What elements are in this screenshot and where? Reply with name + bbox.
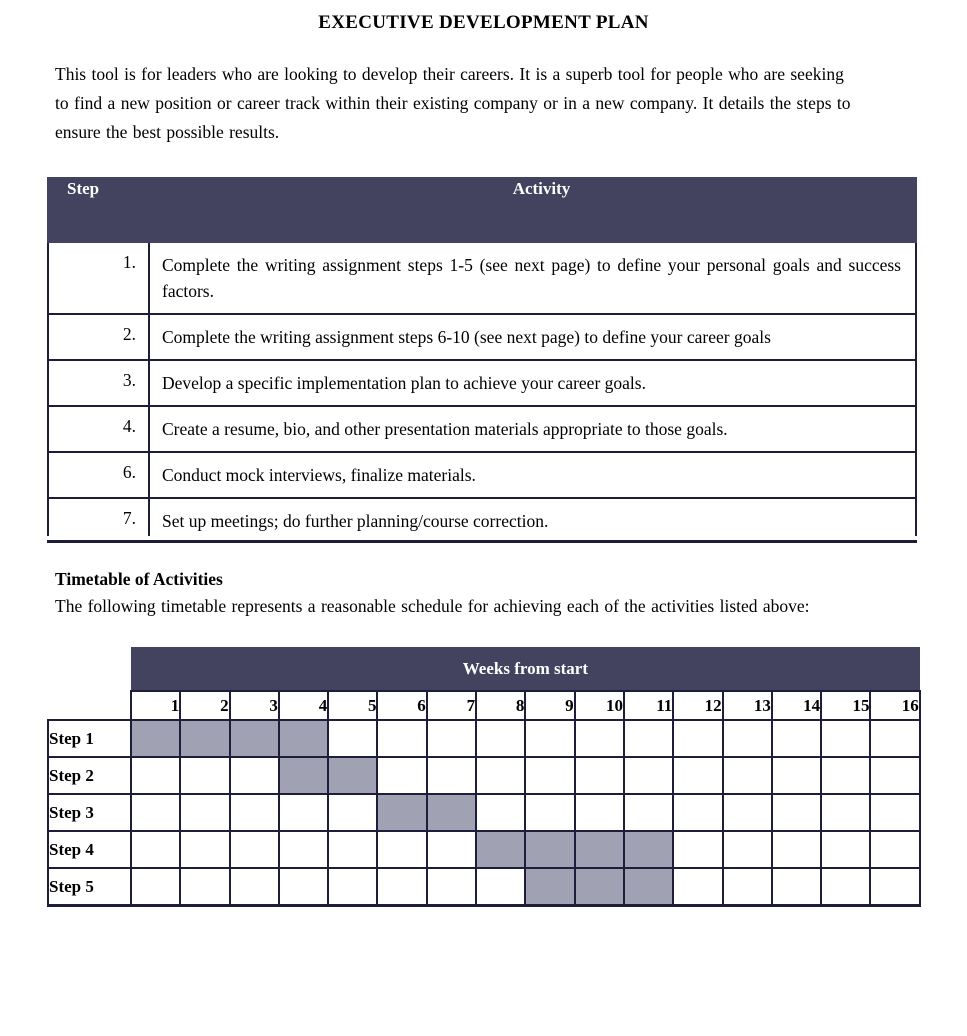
activity-step-number: 2.: [48, 314, 149, 360]
week-number-header: 10: [575, 691, 624, 720]
table-row: [48, 360, 916, 406]
gantt-empty-cell: [673, 720, 722, 757]
gantt-empty-cell: [575, 720, 624, 757]
gantt-empty-cell: [131, 868, 180, 906]
gantt-bar-cell: [525, 868, 574, 906]
gantt-empty-cell: [870, 868, 919, 906]
gantt-empty-cell: [821, 868, 870, 906]
week-number-header: 14: [772, 691, 821, 720]
gantt-bar-cell: [624, 868, 673, 906]
gantt-step-label: Step 3: [48, 794, 131, 831]
gantt-step-label: Step 1: [48, 720, 131, 757]
gantt-empty-cell: [230, 794, 279, 831]
gantt-bar-cell: [427, 794, 476, 831]
gantt-empty-cell: [772, 720, 821, 757]
gantt-empty-cell: [821, 757, 870, 794]
week-number-header: 5: [328, 691, 377, 720]
gantt-empty-cell: [673, 831, 722, 868]
gantt-empty-cell: [377, 831, 426, 868]
gantt-empty-cell: [821, 720, 870, 757]
activity-description: Develop a specific implementation plan to achieve your career goals.: [149, 360, 916, 406]
activity-description: Set up meetings; do further planning/course correction.: [149, 498, 916, 536]
gantt-empty-cell: [525, 720, 574, 757]
gantt-step-label: Step 2: [48, 757, 131, 794]
gantt-empty-cell: [230, 868, 279, 906]
gantt-empty-cell: [673, 868, 722, 906]
gantt-bar-cell: [230, 720, 279, 757]
gantt-empty-cell: [870, 757, 919, 794]
gantt-bar-cell: [377, 794, 426, 831]
gantt-empty-cell: [624, 794, 673, 831]
gantt-empty-cell: [723, 868, 772, 906]
gantt-row: [48, 794, 920, 831]
gantt-empty-cell: [476, 720, 525, 757]
week-number-header: 9: [525, 691, 574, 720]
gantt-empty-cell: [427, 757, 476, 794]
activity-step-number: 3.: [48, 360, 149, 406]
gantt-bar-cell: [575, 831, 624, 868]
gantt-empty-cell: [870, 720, 919, 757]
gantt-empty-cell: [230, 831, 279, 868]
gantt-empty-cell: [870, 794, 919, 831]
gantt-empty-cell: [575, 794, 624, 831]
activity-description: Conduct mock interviews, finalize materials.: [149, 452, 916, 498]
week-number-header: 8: [476, 691, 525, 720]
gantt-bar-cell: [328, 757, 377, 794]
gantt-empty-cell: [723, 757, 772, 794]
gantt-empty-cell: [377, 757, 426, 794]
gantt-bar-cell: [476, 831, 525, 868]
gantt-empty-cell: [772, 794, 821, 831]
activity-table-body: [48, 242, 916, 536]
table-row: [48, 314, 916, 360]
gantt-empty-cell: [575, 757, 624, 794]
gantt-bar-cell: [575, 868, 624, 906]
gantt-empty-cell: [772, 868, 821, 906]
activity-description: Complete the writing assignment steps 6-10 (see next page) to define your career goals: [149, 314, 916, 360]
gantt-empty-cell: [427, 720, 476, 757]
weeks-from-start-banner: Weeks from start: [131, 648, 920, 692]
gantt-empty-cell: [723, 720, 772, 757]
gantt-empty-cell: [673, 757, 722, 794]
gantt-empty-cell: [180, 831, 229, 868]
gantt-empty-cell: [624, 720, 673, 757]
gantt-empty-cell: [624, 757, 673, 794]
gantt-row: [48, 720, 920, 757]
week-number-header: 1: [131, 691, 180, 720]
timetable-heading: Timetable of Activities: [55, 569, 223, 589]
activity-step-number: 6.: [48, 452, 149, 498]
week-number-header: 13: [723, 691, 772, 720]
gantt-empty-cell: [821, 794, 870, 831]
gantt-empty-cell: [427, 868, 476, 906]
gantt-bar-cell: [131, 720, 180, 757]
intro-paragraph: This tool is for leaders who are looking to develop their careers. It is a superb tool for people who are seeking to find a new position or career track within their existing company or in a new company. It details the steps to ensure the best possible results.: [55, 64, 851, 142]
week-number-header: 12: [673, 691, 722, 720]
gantt-empty-cell: [723, 794, 772, 831]
gantt-empty-cell: [328, 720, 377, 757]
week-number-header: 2: [180, 691, 229, 720]
gantt-empty-cell: [279, 794, 328, 831]
gantt-empty-cell: [870, 831, 919, 868]
document-page: [0, 12, 967, 1036]
column-header-activity: Activity: [149, 178, 916, 242]
gantt-row: [48, 831, 920, 868]
week-number-header: 6: [377, 691, 426, 720]
activity-description: Complete the writing assignment steps 1-5 (see next page) to define your personal goals and success factors.: [149, 242, 916, 314]
gantt-empty-cell: [328, 868, 377, 906]
activity-step-number: 4.: [48, 406, 149, 452]
gantt-empty-cell: [180, 868, 229, 906]
gantt-banner-row: [48, 648, 920, 692]
gantt-body: [48, 648, 920, 906]
week-number-header: 11: [624, 691, 673, 720]
gantt-empty-cell: [328, 794, 377, 831]
timetable-container: [47, 647, 919, 907]
gantt-empty-cell: [180, 794, 229, 831]
gantt-empty-cell: [772, 831, 821, 868]
table-row: [48, 498, 916, 536]
gantt-step-label: Step 4: [48, 831, 131, 868]
section-divider-rule: [47, 540, 917, 543]
activity-step-number: 1.: [48, 242, 149, 314]
gantt-week-number-row: [48, 691, 920, 720]
gantt-table: [47, 647, 921, 907]
gantt-bar-cell: [525, 831, 574, 868]
gantt-empty-cell: [821, 831, 870, 868]
activity-description: Create a resume, bio, and other presentation materials appropriate to those goals.: [149, 406, 916, 452]
gantt-empty-cell: [673, 794, 722, 831]
gantt-bar-cell: [279, 757, 328, 794]
gantt-empty-cell: [525, 757, 574, 794]
gantt-empty-cell: [131, 757, 180, 794]
table-row: [48, 242, 916, 314]
gantt-empty-cell: [279, 868, 328, 906]
activity-table-header-row: [48, 178, 916, 242]
page-title: EXECUTIVE DEVELOPMENT PLAN: [318, 12, 649, 33]
gantt-empty-cell: [427, 831, 476, 868]
gantt-empty-cell: [476, 868, 525, 906]
gantt-empty-cell: [476, 794, 525, 831]
gantt-row: [48, 868, 920, 906]
gantt-corner-spacer: [48, 648, 131, 692]
gantt-corner-spacer-2: [48, 691, 131, 720]
week-number-header: 15: [821, 691, 870, 720]
table-row: [48, 406, 916, 452]
gantt-empty-cell: [377, 868, 426, 906]
column-header-step: Step: [48, 178, 149, 242]
gantt-bar-cell: [624, 831, 673, 868]
gantt-empty-cell: [476, 757, 525, 794]
gantt-empty-cell: [279, 831, 328, 868]
activity-table-head: [48, 178, 916, 242]
timetable-description: The following timetable represents a reasonable schedule for achieving each of the activities listed above:: [55, 596, 810, 616]
gantt-empty-cell: [131, 831, 180, 868]
gantt-step-label: Step 5: [48, 868, 131, 906]
activity-table: [47, 177, 917, 536]
gantt-empty-cell: [230, 757, 279, 794]
week-number-header: 3: [230, 691, 279, 720]
gantt-empty-cell: [525, 794, 574, 831]
week-number-header: 16: [870, 691, 919, 720]
gantt-row: [48, 757, 920, 794]
activity-table-container: [47, 177, 917, 536]
gantt-empty-cell: [180, 757, 229, 794]
gantt-empty-cell: [131, 794, 180, 831]
gantt-empty-cell: [377, 720, 426, 757]
table-row: [48, 452, 916, 498]
gantt-empty-cell: [328, 831, 377, 868]
week-number-header: 7: [427, 691, 476, 720]
activity-step-number: 7.: [48, 498, 149, 536]
gantt-bar-cell: [180, 720, 229, 757]
gantt-empty-cell: [723, 831, 772, 868]
week-number-header: 4: [279, 691, 328, 720]
gantt-bar-cell: [279, 720, 328, 757]
gantt-empty-cell: [772, 757, 821, 794]
